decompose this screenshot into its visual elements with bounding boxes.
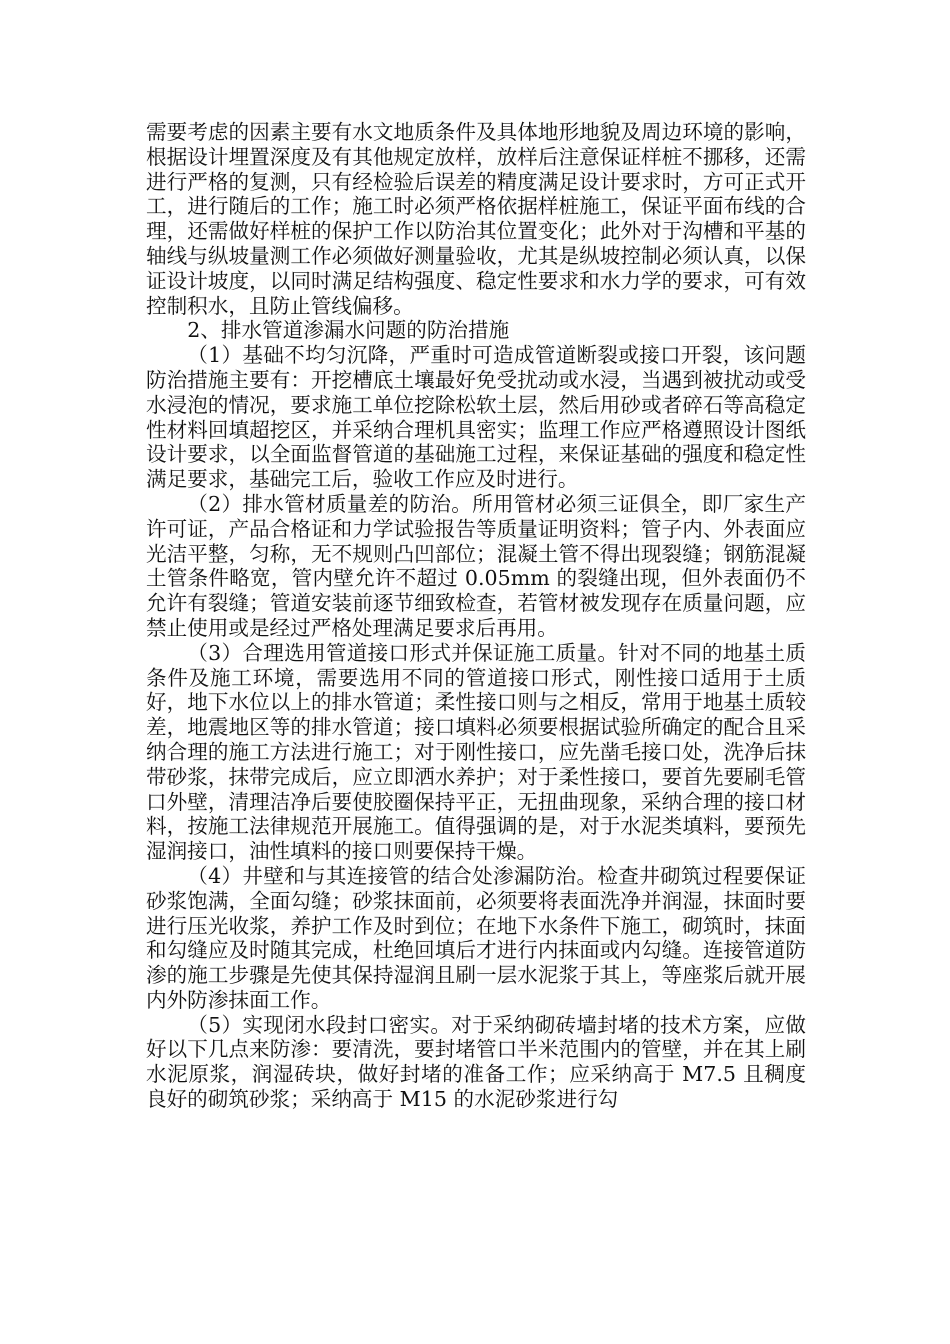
document-body: [146, 120, 806, 1112]
paragraph-item-2: （2）排水管材质量差的防治。所用管材必须三证俱全，即厂家生产许可证，产品合格证和力学试验报告等质量证明资料；管子内、外表面应光洁平整，匀称，无不规则凸凹部位；混凝土管不得出现裂缝；钢筋混凝土管条件略宽，管内壁允许不超过 0.05mm 的裂缝出现，但外表面仍不允许有裂缝；管道安装前逐节细致检查，若管材被发现存在质量问题，应禁止使用或是经过严格处理满足要求后再用。: [146, 491, 806, 640]
paragraph-item-5: （5）实现闭水段封口密实。对于采纳砌砖墙封堵的技术方案，应做好以下几点来防渗：要清洗，要封堵管口半米范围内的管壁，并在其上刷水泥原浆，润湿砖块，做好封堵的准备工作；应采纳高于 M7.5 且稠度良好的砌筑砂浆；采纳高于 M15 的水泥砂浆进行勾: [146, 1012, 806, 1112]
paragraph-item-4: （4）井壁和与其连接管的结合处渗漏防治。检查井砌筑过程要保证砂浆饱满，全面勾缝；砂浆抹面前，必须要将表面洗净并润湿，抹面时要进行压光收浆，养护工作及时到位；在地下水条件下施工，砌筑时，抹面和勾缝应及时随其完成，杜绝回填后才进行内抹面或内勾缝。连接管道防渗的施工步骤是先使其保持湿润且刷一层水泥浆于其上，等座浆后就开展内外防渗抹面工作。: [146, 863, 806, 1012]
paragraph-item-1: （1）基础不均匀沉降，严重时可造成管道断裂或接口开裂，该问题防治措施主要有：开挖槽底土壤最好免受扰动或水浸，当遇到被扰动或受水浸泡的情况，要求施工单位挖除松软土层，然后用砂或者碎石等高稳定性材料回填超挖区，并采纳合理机具密实；监理工作应严格遵照设计图纸设计要求，以全面监督管道的基础施工过程，来保证基础的强度和稳定性满足要求，基础完工后，验收工作应及时进行。: [146, 343, 806, 492]
section-heading: 2、排水管道渗漏水问题的防治措施: [187, 318, 510, 343]
paragraph-item-3: （3）合理选用管道接口形式并保证施工质量。针对不同的地基土质条件及施工环境，需要选用不同的管道接口形式，刚性接口适用于土质好，地下水位以上的排水管道；柔性接口则与之相反，常用于地基土质较差，地震地区等的排水管道；接口填料必须要根据试验所确定的配合且采纳合理的施工方法进行施工；对于刚性接口，应先凿毛接口处，洗净后抹带砂浆，抹带完成后，应立即洒水养护；对于柔性接口，要首先要刷毛管口外壁，清理洁净后要使胶圈保持平正，无扭曲现象，采纳合理的接口材料，按施工法律规范开展施工。值得强调的是，对于水泥类填料，要预先湿润接口，油性填料的接口则要保持干燥。: [146, 640, 806, 864]
paragraph-continuation: 需要考虑的因素主要有水文地质条件及具体地形地貌及周边环境的影响，根据设计埋置深度及有其他规定放样，放样后注意保证样桩不挪移，还需进行严格的复测，只有经检验后误差的精度满足设计要求时，方可正式开工，进行随后的工作；施工时必须严格依据样桩施工，保证平面布线的合理，还需做好样桩的保护工作以防治其位置变化；此外对于沟槽和平基的轴线与纵坡量测工作必须做好测量验收，尤其是纵坡控制必须认真，以保证设计坡度，以同时满足结构强度、稳定性要求和水力学的要求，可有效控制积水，且防止管线偏移。: [146, 120, 806, 318]
